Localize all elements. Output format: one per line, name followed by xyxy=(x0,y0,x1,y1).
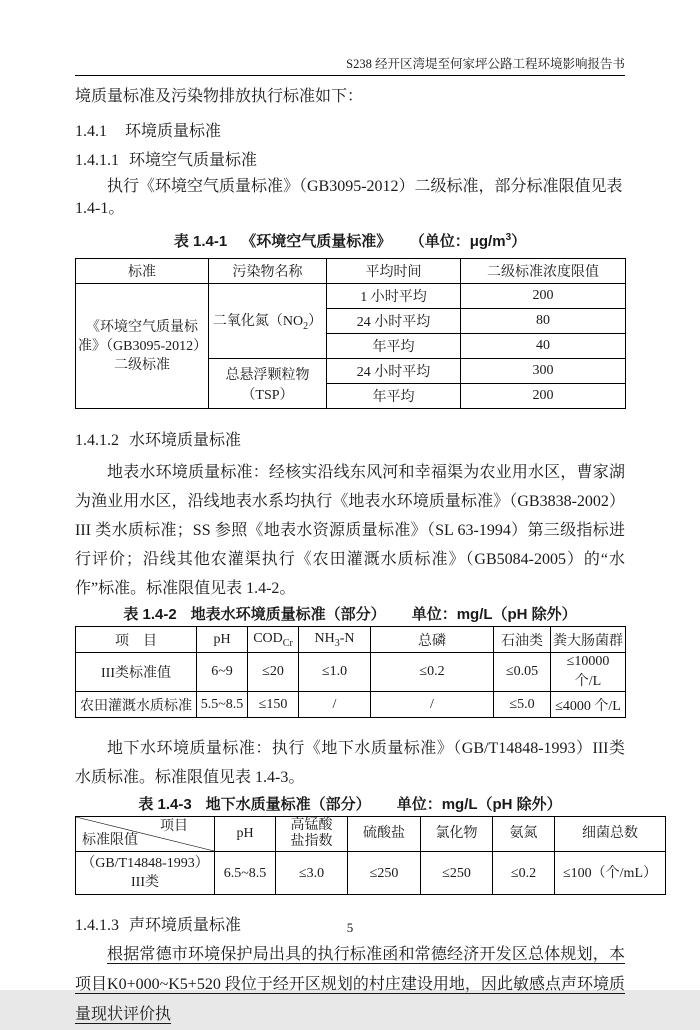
header-cell-standard: 标准 xyxy=(76,259,209,284)
header-line: 盐指数 xyxy=(290,834,333,849)
avg-time-cell: 年平均 xyxy=(327,334,461,359)
item-line: （GB/T14848-1993） xyxy=(81,856,209,871)
standard-line: 准》（GB3095-2012） xyxy=(78,338,208,354)
unit-superscript: 3 xyxy=(505,232,512,243)
section-title: 环境质量标准 xyxy=(125,123,222,140)
limit-cell: 300 xyxy=(461,359,626,384)
header-line: 高锰酸 xyxy=(290,818,333,833)
value-cell: / xyxy=(371,692,494,718)
value-cell: ≤3.0 xyxy=(276,852,348,895)
header-cell-sulfate: 硫酸盐 xyxy=(348,817,421,852)
section-title: 声环境质量标准 xyxy=(129,917,242,934)
value-cell: ≤0.2 xyxy=(493,852,555,895)
header-cell-fecal: 粪大肠菌群 xyxy=(551,627,626,653)
value-cell: ≤0.2 xyxy=(371,653,494,692)
header-cell-ph: pH xyxy=(215,817,276,852)
value-cell: ≤0.05 xyxy=(494,653,551,692)
section-title: 环境空气质量标准 xyxy=(129,152,258,169)
header-cell-permanganate xyxy=(276,817,348,852)
avg-time-cell: 年平均 xyxy=(327,384,461,409)
header-cell-oil: 石油类 xyxy=(494,627,551,653)
table-row xyxy=(76,653,626,692)
item-line: III类 xyxy=(131,875,159,890)
section-number: 1.4.1.2 xyxy=(75,432,119,449)
groundwater-paragraph: 地下水环境质量标准：执行《地下水质量标准》（GB/T14848-1993）III类水质标准。标准限值见表 1.4-3。 xyxy=(75,740,625,786)
pollutant-tsp-cell: 总悬浮颗粒物（TSP） xyxy=(209,359,327,409)
caption-label: 表 1.4-1 xyxy=(173,233,228,250)
header-subscript: 3 xyxy=(334,637,340,649)
caption-title: 《环境空气质量标准》 xyxy=(241,233,392,250)
pollutant-name: 二氧化氮（NO xyxy=(212,314,304,330)
value-cell: ≤20 xyxy=(248,653,299,692)
table-row xyxy=(76,284,626,309)
pollutant-subscript: 2 xyxy=(303,320,309,332)
value-cell: ≤5.0 xyxy=(494,692,551,718)
diagonal-header-cell xyxy=(76,817,215,852)
caption-title: 地表水环境质量标准（部分） xyxy=(190,606,386,623)
value-cell: ≤250 xyxy=(348,852,421,895)
table-row xyxy=(76,692,626,718)
standard-name-cell xyxy=(76,284,209,409)
diagonal-label-limit: 标准限值 xyxy=(82,833,138,848)
header-cell-nh3n xyxy=(299,627,371,653)
value-cell: 6.5~8.5 xyxy=(215,852,276,895)
item-cell xyxy=(76,852,215,895)
caption-title: 地下水质量标准（部分） xyxy=(205,796,371,813)
section-heading-1-4-1-2 xyxy=(75,430,625,452)
header-cell-chloride: 氯化物 xyxy=(421,817,493,852)
value-cell: ≤10000 个/L xyxy=(551,653,626,692)
limit-cell: 200 xyxy=(461,284,626,309)
caption-label: 表 1.4-3 xyxy=(138,796,192,813)
header-text: NH xyxy=(314,630,335,646)
standard-line: 二级标准 xyxy=(114,357,170,373)
value-cell: ≤1.0 xyxy=(299,653,371,692)
table-row xyxy=(76,852,666,895)
value-cell: ≤250 xyxy=(421,852,493,895)
section-number: 1.4.1 xyxy=(75,123,107,140)
table-1-4-3-caption xyxy=(75,794,625,816)
pollutant-no2-cell xyxy=(209,284,327,359)
value-cell: 5.5~8.5 xyxy=(197,692,248,718)
table-header-row xyxy=(76,627,626,653)
header-cell-cod xyxy=(248,627,299,653)
value-cell: / xyxy=(299,692,371,718)
caption-unit xyxy=(417,233,526,250)
item-cell: 农田灌溉水质标准 xyxy=(76,692,197,718)
standard-line: 《环境空气质量标 xyxy=(86,319,198,335)
item-cell: III类标准值 xyxy=(76,653,197,692)
air-quality-standard-table xyxy=(75,258,626,409)
diagonal-label-item: 项目 xyxy=(160,819,188,834)
table-header-row xyxy=(76,259,626,284)
header-text: COD xyxy=(253,630,283,646)
limit-cell: 80 xyxy=(461,309,626,334)
page-content xyxy=(75,0,657,1030)
avg-time-cell: 1 小时平均 xyxy=(327,284,461,309)
value-cell: ≤4000 个/L xyxy=(551,692,626,718)
value-cell: 6~9 xyxy=(197,653,248,692)
header-cell-tp: 总磷 xyxy=(371,627,494,653)
surface-water-paragraph: 地表水环境质量标准：经核实沿线东风河和幸福渠为农业用水区，曹家湖为渔业用水区，沿线地表水系均执行《地表水环境质量标准》（GB3838-2002）III 类水质标准；SS 参照《地表水资源质量标准》（SL 63-1994）第三级指标进行评价；沿线其他农灌渠执行《农田灌溉水质标准》（GB5084-2005）的“水作”标准。标准限值见表 1.4-2。 xyxy=(75,464,625,597)
value-cell: ≤150 xyxy=(248,692,299,718)
caption-label: 表 1.4-2 xyxy=(123,606,177,623)
header-subscript: Cr xyxy=(282,637,293,649)
caption-unit: 单位：mg/L（pH 除外） xyxy=(396,796,562,813)
noise-standard-paragraph: 根据常德市环境保护局出具的执行标准函和常德经济开发区总体规划，本项目K0+000~K5+520 段位于经开区规划的村庄建设用地，因此敏感点声环境质量现状评价执 xyxy=(75,946,625,1023)
report-title: S238 经开区湾堤至何家坪公路工程环境影响报告书 xyxy=(346,57,625,71)
caption-unit: 单位：mg/L（pH 除外） xyxy=(411,606,577,623)
intro-text: 境质量标准及污染物排放执行标准如下： xyxy=(75,88,364,105)
section-number: 1.4.1.3 xyxy=(75,917,119,934)
header-cell-pollutant: 污染物名称 xyxy=(209,259,327,284)
value-cell: ≤100（个/mL） xyxy=(555,852,666,895)
table-1-4-2-caption xyxy=(75,604,625,626)
header-cell-ammonia: 氨氮 xyxy=(493,817,555,852)
limit-cell: 40 xyxy=(461,334,626,359)
header-cell-ph: pH xyxy=(197,627,248,653)
header-cell-item: 项 目 xyxy=(76,627,197,653)
page-number: 5 xyxy=(346,920,354,935)
table-header-row xyxy=(76,817,666,852)
table-1-4-1-caption xyxy=(75,227,625,253)
header-cell-avg-time: 平均时间 xyxy=(327,259,461,284)
avg-time-cell: 24 小时平均 xyxy=(327,309,461,334)
pollutant-name: ） xyxy=(308,314,323,330)
header-cell-limit: 二级标准浓度限值 xyxy=(461,259,626,284)
section-title: 水环境质量标准 xyxy=(129,432,242,449)
header-cell-bacteria: 细菌总数 xyxy=(555,817,666,852)
section-heading-1-4-1 xyxy=(75,121,625,143)
air-standard-paragraph: 执行《环境空气质量标准》（GB3095-2012）二级标准，部分标准限值见表 1.4-1。 xyxy=(75,178,623,217)
unit-text: ） xyxy=(511,233,527,250)
limit-cell: 200 xyxy=(461,384,626,409)
avg-time-cell: 24 小时平均 xyxy=(327,359,461,384)
section-heading-1-4-1-1 xyxy=(75,150,625,172)
unit-text: （单位：μg/m xyxy=(417,233,506,250)
section-number: 1.4.1.1 xyxy=(75,152,119,169)
surface-water-standard-table xyxy=(75,626,626,718)
header-text: -N xyxy=(339,630,355,646)
groundwater-standard-table xyxy=(75,816,666,895)
